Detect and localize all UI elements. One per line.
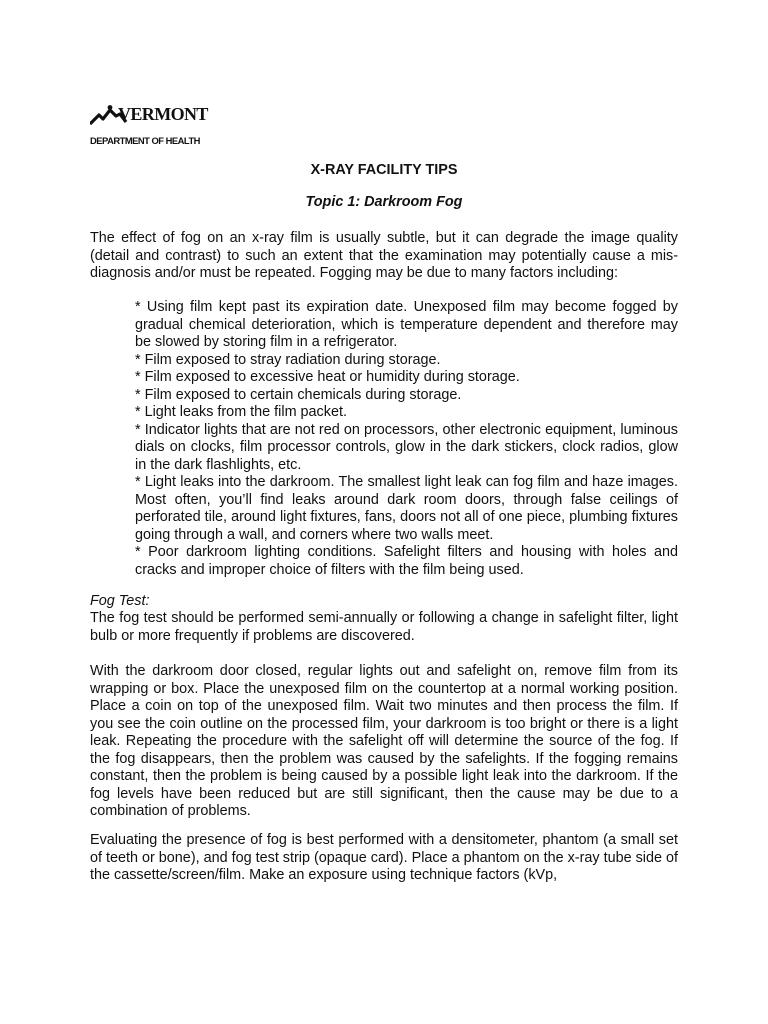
fog-evaluation-paragraph: Evaluating the presence of fog is best performed with a densitometer, phantom (a small set of teeth or bone), and fog test strip (opaque card). Place a phantom on the x-ray tube side of the cassette/screen/film. Make an exposure using technique factors (kVp,: [90, 832, 678, 883]
fog-test-heading: Fog Test:: [90, 593, 150, 609]
intro-paragraph: The effect of fog on an x-ray film is usually subtle, but it can degrade the image quality (detail and contrast) to such an extent that the examination may potentially cause a mis-diagnosis and/or must be repeated. Fogging may be due to many factors including:: [90, 230, 678, 281]
document-title: X-RAY FACILITY TIPS: [310, 162, 458, 178]
list-item: * Film exposed to stray radiation during storage.: [135, 351, 441, 368]
logo-department: DEPARTMENT OF HEALTH: [90, 135, 200, 146]
fog-test-procedure: With the darkroom door closed, regular lights out and safelight on, remove film from its wrapping or box. Place the unexposed film on the countertop at a normal working position. Place a coin on top of the unexposed film. Wait two minutes and then process the film. If you see the coin outline on the processed film, your darkroom is too bright or there is a light leak. Repeating the procedure with the safelight off will determine the source of the fog. If the fog disappears, then the problem was caused by the safelights. If the fogging remains constant, then the problem is being caused by a possible light leak into the darkroom. If the fog levels have been reduced but are still significant, then the cause may be due to a combination of problems.: [90, 663, 678, 819]
list-item: * Film exposed to certain chemicals during storage.: [135, 386, 462, 403]
topic-heading: Topic 1: Darkroom Fog: [305, 194, 463, 210]
list-item: * Film exposed to excessive heat or humidity during storage.: [135, 369, 520, 385]
list-item: * Poor darkroom lighting conditions. Safelight filters and housing with holes and cracks and improper choice of filters with the film being used.: [135, 544, 678, 578]
list-item: * Using film kept past its expiration date. Unexposed film may become fogged by gradual chemical deterioration, which is temperature dependent and therefore may be slowed by storing film in a refrigerator.: [135, 299, 678, 350]
fog-factors-list: [135, 299, 678, 579]
vermont-health-logo: [90, 104, 210, 144]
list-item: * Light leaks into the darkroom. The smallest light leak can fog film and haze images. Most often, you’ll find leaks around dark room doors, through false ceilings of perforated tile, around light fixtures, fans, doors not all of one piece, plumbing fixtures going through a wall, and corners where two walls meet.: [135, 474, 678, 543]
list-item: * Light leaks from the film packet.: [135, 404, 347, 420]
logo-wordmark: VERMONT: [118, 104, 208, 124]
fog-test-description: The fog test should be performed semi-annually or following a change in safelight filter, light bulb or more frequently if problems are discovered.: [90, 610, 678, 644]
list-item: * Indicator lights that are not red on processors, other electronic equipment, luminous dials on clocks, film processor controls, glow in the dark stickers, clock radios, glow in the dark flashlights, etc.: [135, 421, 678, 473]
